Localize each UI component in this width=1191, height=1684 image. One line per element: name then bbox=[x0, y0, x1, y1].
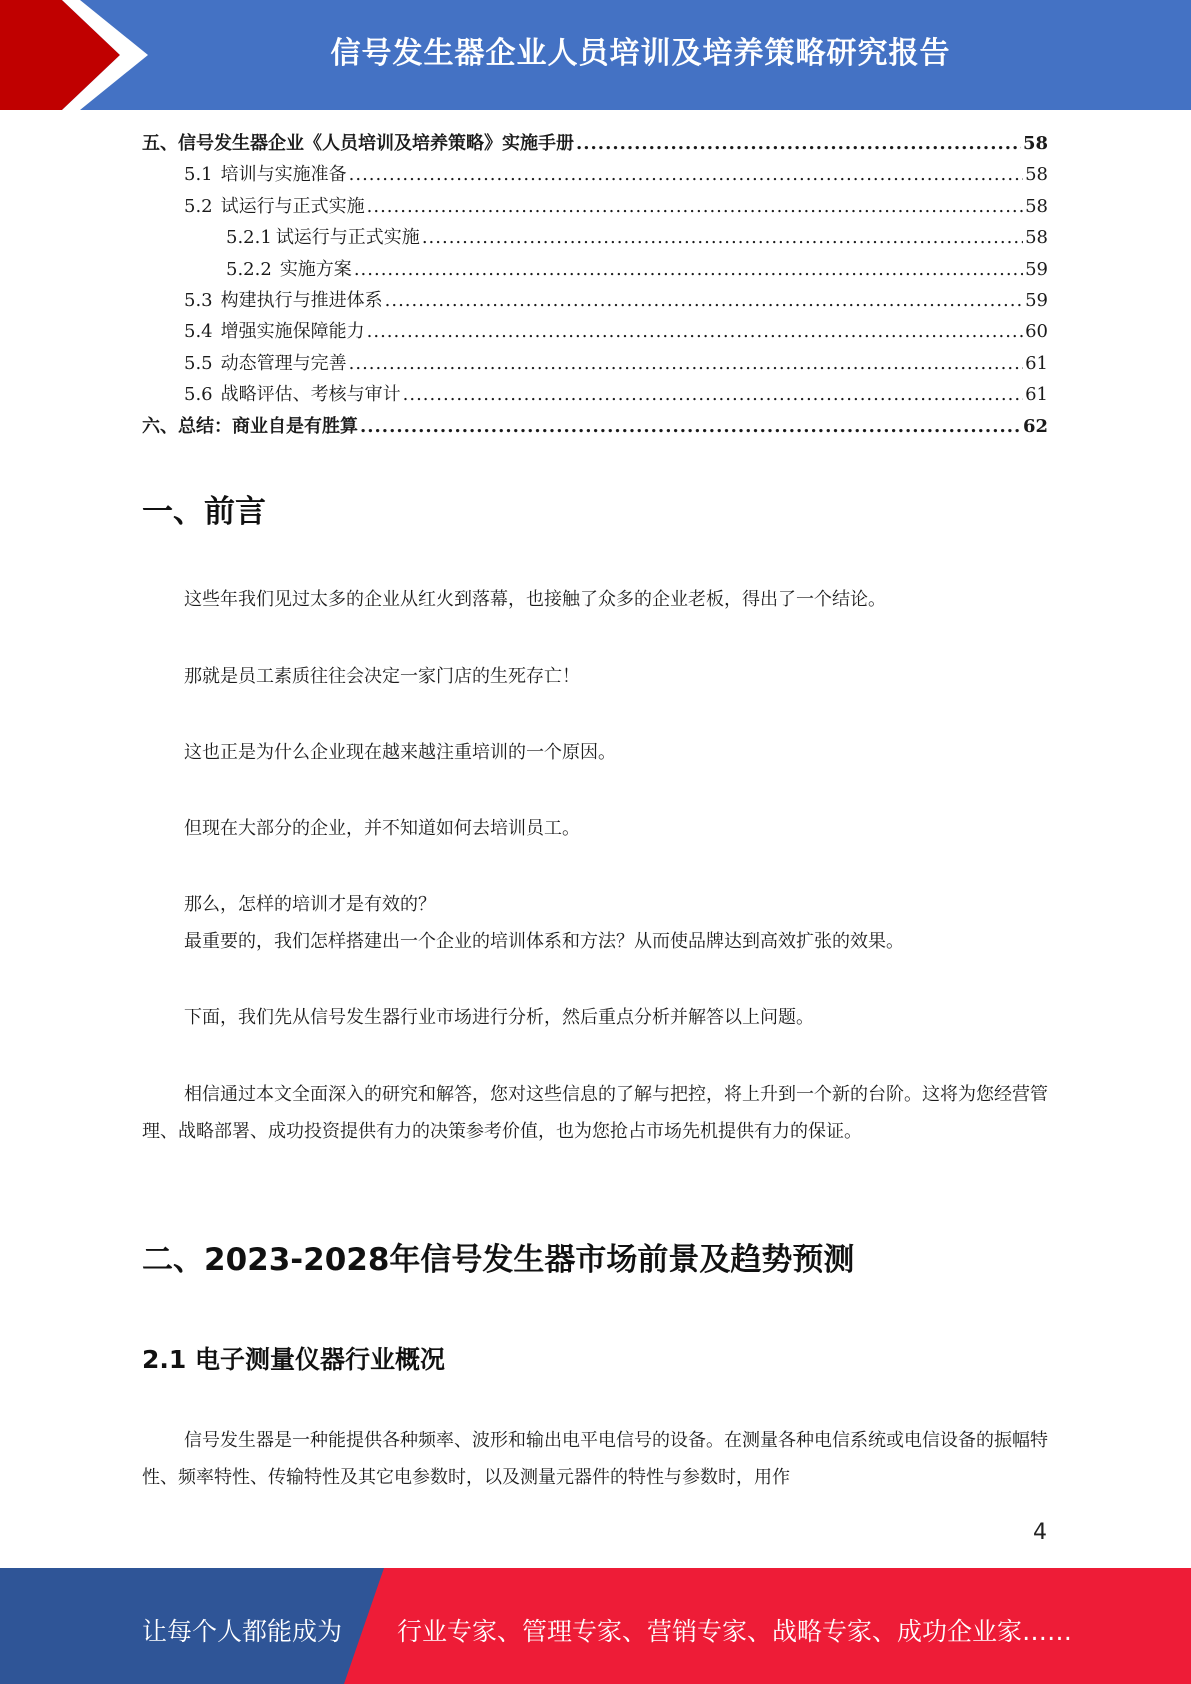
toc-entry-text: 动态管理与完善 bbox=[220, 352, 347, 374]
toc-entry-text: 六、总结：商业自是有胜算 bbox=[142, 415, 358, 437]
toc-leader-dots bbox=[403, 379, 1023, 410]
toc-entry-text: 增强实施保障能力 bbox=[220, 321, 365, 343]
toc-page-number: 58 bbox=[1025, 227, 1048, 249]
toc-entry[interactable] bbox=[142, 128, 1048, 159]
paragraph: 最重要的，我们怎样搭建出一个企业的培训体系和方法？从而使品牌达到高效扩张的效果。 bbox=[184, 931, 904, 952]
report-title: 信号发生器企业人员培训及培养策略研究报告 bbox=[330, 36, 951, 71]
toc-entry-text: 培训与实施准备 bbox=[220, 164, 347, 186]
paragraph: 下面，我们先从信号发生器行业市场进行分析，然后重点分析并解答以上问题。 bbox=[184, 1007, 814, 1028]
paragraph: 这也正是为什么企业现在越来越注重培训的一个原因。 bbox=[184, 742, 616, 763]
toc-entry-number: 5.3 bbox=[184, 289, 213, 311]
toc-leader-dots bbox=[576, 128, 1021, 159]
toc-page-number: 58 bbox=[1022, 133, 1048, 154]
footer-slogan-left: 让每个人都能成为 bbox=[142, 1617, 343, 1646]
toc-leader-dots bbox=[349, 348, 1023, 379]
section-heading-market-outlook: 二、2023-2028年信号发生器市场前景及趋势预测 bbox=[142, 1242, 855, 1278]
toc-entry[interactable] bbox=[142, 191, 1048, 222]
toc-entry-text: 构建执行与推进体系 bbox=[220, 289, 383, 311]
toc-entry-text: 试运行与正式实施 bbox=[220, 195, 365, 217]
toc-page-number: 62 bbox=[1022, 415, 1048, 437]
page-number: 4 bbox=[1033, 1520, 1047, 1545]
toc-entry[interactable] bbox=[142, 222, 1048, 253]
table-of-contents bbox=[142, 128, 1048, 442]
toc-entry-text: 战略评估、考核与审计 bbox=[220, 384, 401, 406]
toc-entry[interactable] bbox=[142, 254, 1048, 285]
toc-entry-text: 五、信号发生器企业《人员培训及培养策略》实施手册 bbox=[142, 133, 574, 154]
toc-entry-number: 5.2.2 bbox=[226, 258, 272, 280]
toc-entry-number: 5.6 bbox=[184, 384, 213, 406]
toc-entry-number: 5.2.1 bbox=[226, 227, 272, 249]
toc-entry-number: 5.2 bbox=[184, 195, 213, 217]
footer-slogan-right: 行业专家、管理专家、营销专家、战略专家、成功企业家…… bbox=[397, 1617, 1073, 1646]
toc-page-number: 61 bbox=[1025, 352, 1048, 374]
toc-page-number: 59 bbox=[1025, 289, 1048, 311]
paragraph: 但现在大部分的企业，并不知道如何去培训员工。 bbox=[184, 818, 580, 839]
toc-leader-dots bbox=[349, 159, 1023, 190]
toc-entry[interactable] bbox=[142, 316, 1048, 347]
paragraph: 那么，怎样的培训才是有效的？ bbox=[184, 894, 436, 915]
toc-entry-text: 实施方案 bbox=[279, 258, 352, 280]
toc-entry[interactable] bbox=[142, 285, 1048, 316]
toc-page-number: 59 bbox=[1025, 258, 1048, 280]
toc-entry[interactable] bbox=[142, 159, 1048, 190]
toc-entry[interactable] bbox=[142, 348, 1048, 379]
section-heading-preface: 一、前言 bbox=[142, 494, 266, 530]
toc-entry-text: 试运行与正式实施 bbox=[275, 227, 420, 249]
toc-entry-number: 5.4 bbox=[184, 321, 213, 343]
toc-leader-dots bbox=[367, 191, 1023, 222]
toc-entry[interactable] bbox=[142, 379, 1048, 410]
toc-leader-dots bbox=[422, 222, 1023, 253]
paragraph: 那就是员工素质往往会决定一家门店的生死存亡！ bbox=[184, 666, 580, 687]
subsection-heading-industry-overview: 2.1 电子测量仪器行业概况 bbox=[142, 1345, 445, 1374]
toc-leader-dots bbox=[385, 285, 1023, 316]
toc-entry-number: 5.1 bbox=[184, 164, 213, 186]
toc-entry[interactable] bbox=[142, 411, 1048, 442]
toc-entry-number: 5.5 bbox=[184, 352, 213, 374]
toc-page-number: 61 bbox=[1025, 384, 1048, 406]
toc-page-number: 58 bbox=[1025, 195, 1048, 217]
page-header bbox=[0, 0, 1191, 110]
toc-page-number: 58 bbox=[1025, 164, 1048, 186]
paragraph: 信号发生器是一种能提供各种频率、波形和输出电平电信号的设备。在测量各种电信系统或电信设备的振幅特性、频率特性、传输特性及其它电参数时，以及测量元器件的特性与参数时，用作 bbox=[142, 1430, 1048, 1488]
paragraph: 相信通过本文全面深入的研究和解答，您对这些信息的了解与把控，将上升到一个新的台阶。这将为您经营管理、战略部署、成功投资提供有力的决策参考价值，也为您抢占市场先机提供有力的保证。 bbox=[142, 1084, 1048, 1142]
toc-leader-dots bbox=[354, 254, 1023, 285]
paragraph: 这些年我们见过太多的企业从红火到落幕，也接触了众多的企业老板，得出了一个结论。 bbox=[184, 589, 886, 610]
toc-leader-dots bbox=[360, 411, 1021, 442]
page-footer bbox=[0, 1568, 1191, 1684]
toc-page-number: 60 bbox=[1025, 321, 1048, 343]
toc-leader-dots bbox=[367, 316, 1023, 347]
